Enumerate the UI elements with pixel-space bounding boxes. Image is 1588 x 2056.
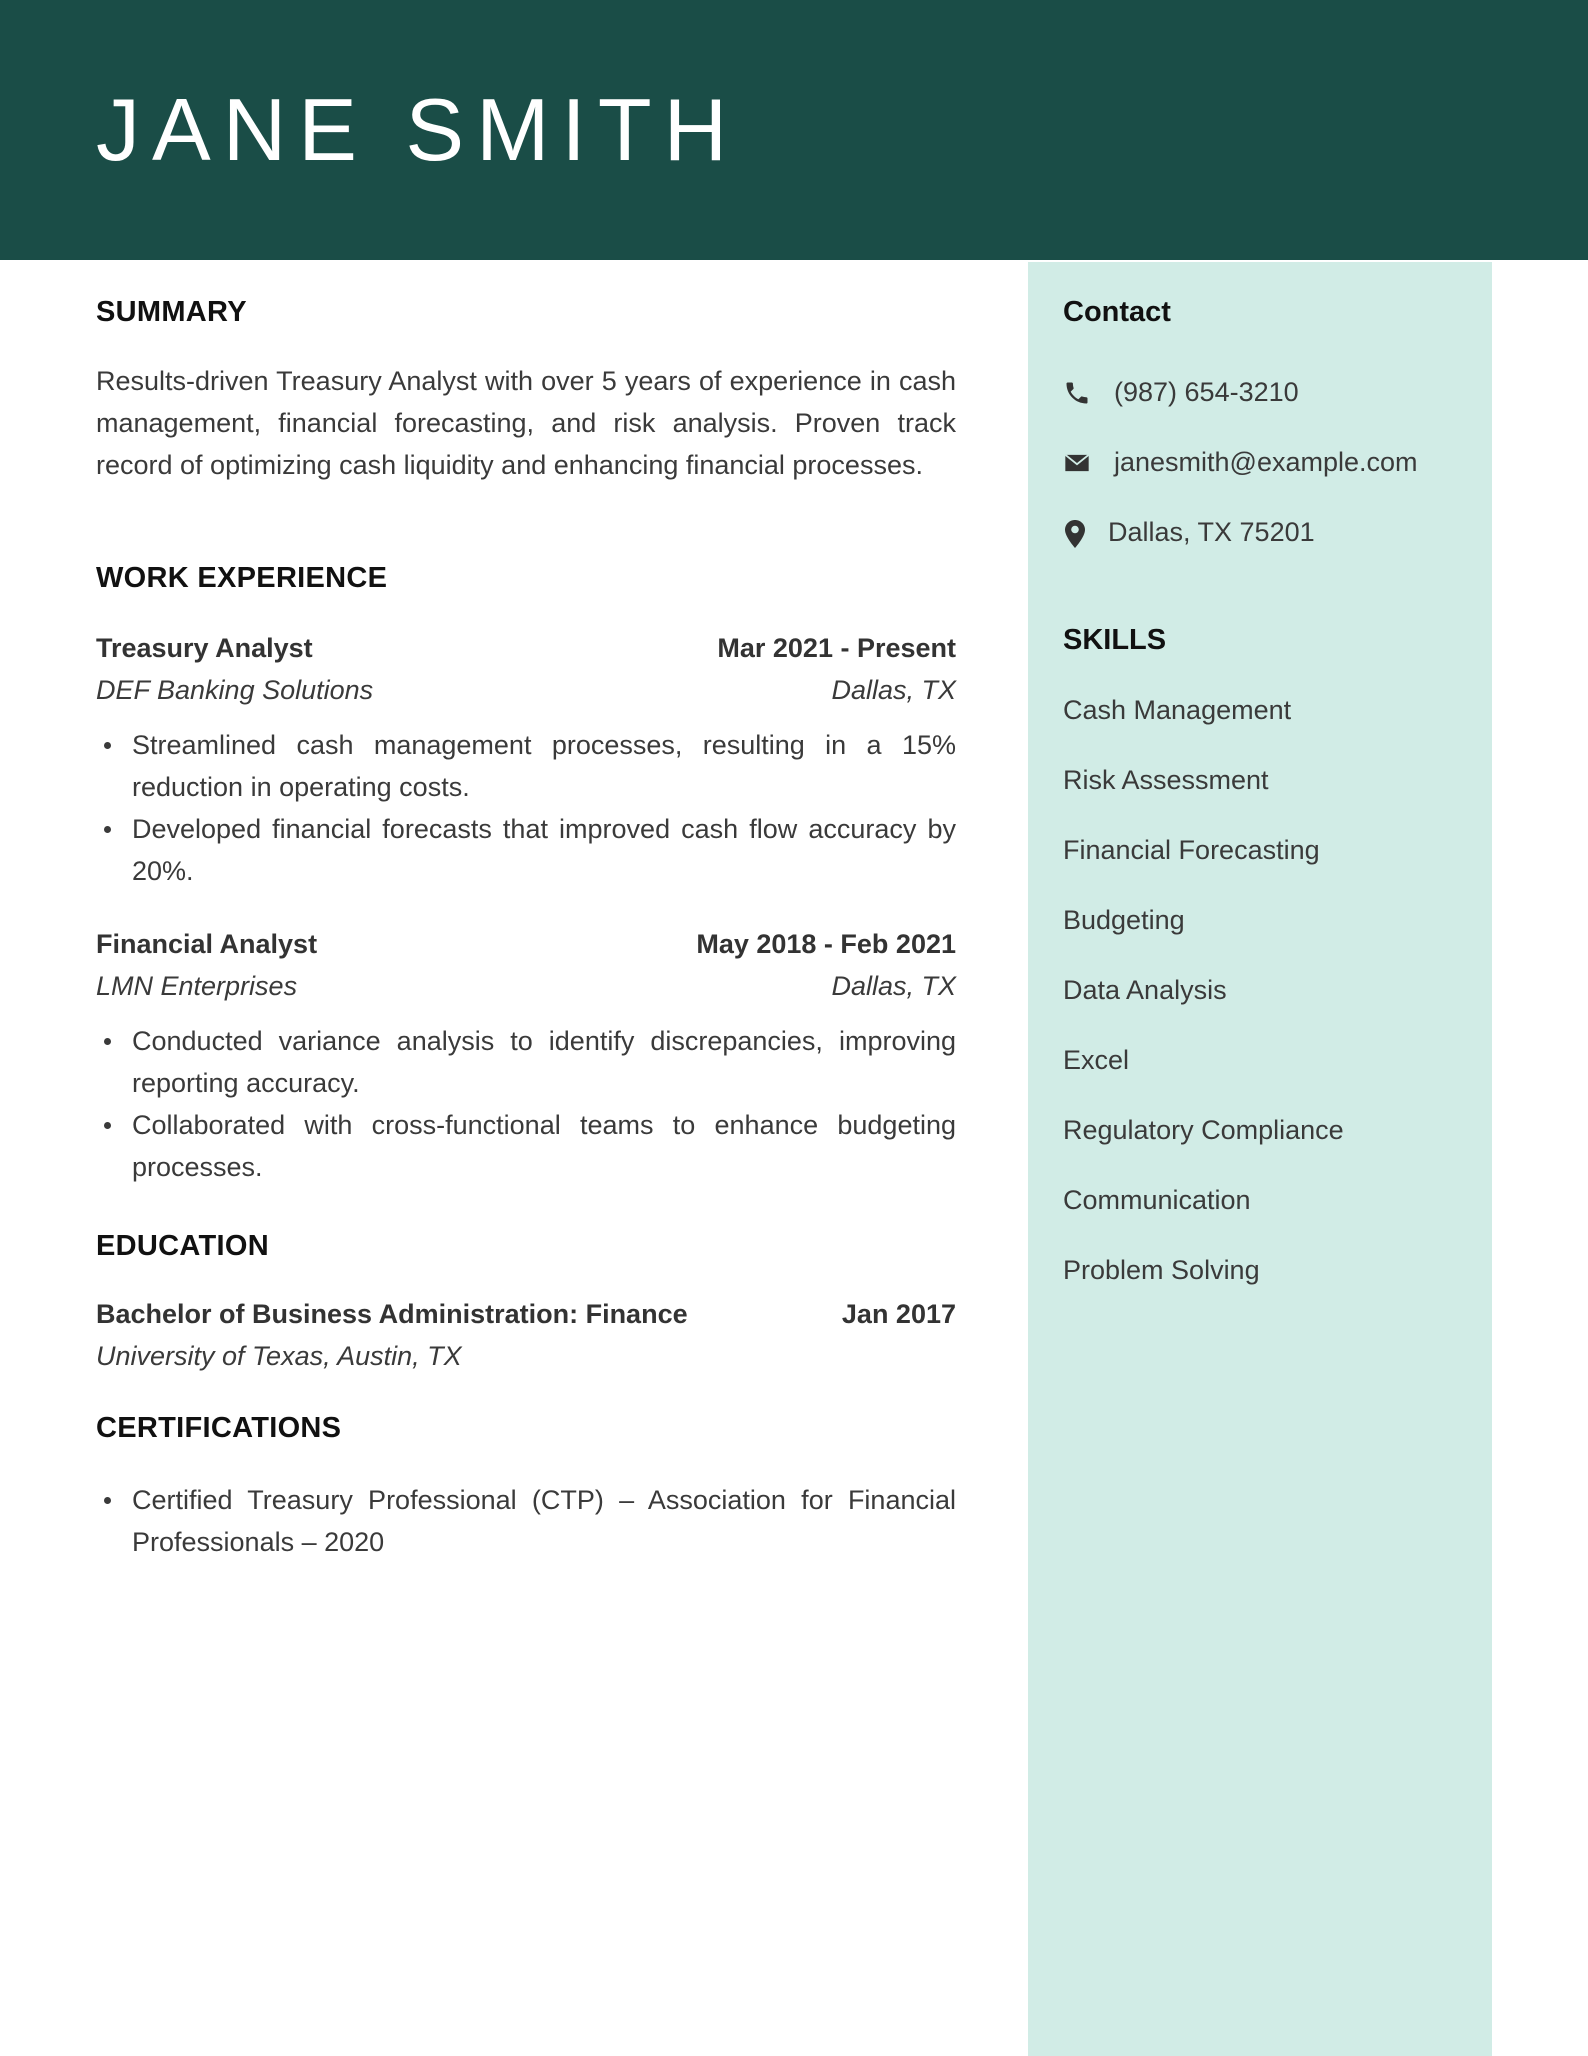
envelope-icon <box>1063 449 1091 477</box>
job-subheader <box>96 674 956 706</box>
contact-phone <box>1063 375 1463 409</box>
skill-item: Data Analysis <box>1063 975 1227 1005</box>
skill-item: Communication <box>1063 1185 1251 1215</box>
job-bullets <box>96 724 956 892</box>
job-location: Dallas, TX <box>831 971 956 1001</box>
skill-item: Excel <box>1063 1045 1130 1075</box>
job-title: Financial Analyst <box>96 929 318 959</box>
summary-heading: SUMMARY <box>96 296 247 328</box>
certifications-list <box>96 1479 956 1563</box>
summary-text: Results-driven Treasury Analyst with over 5 years of experience in cash management, financial forecasting, and risk analysis. Proven track record of optimizing cash liquidity and enhancing financial processes. <box>96 366 956 480</box>
job-company: LMN Enterprises <box>96 971 298 1001</box>
job-bullets <box>96 1020 956 1188</box>
skill-item: Risk Assessment <box>1063 765 1269 795</box>
job-title: Treasury Analyst <box>96 633 313 663</box>
contact-heading: Contact <box>1063 296 1171 328</box>
candidate-name: JANE SMITH <box>96 80 740 179</box>
education-heading: EDUCATION <box>96 1230 269 1262</box>
job-dates: Mar 2021 - Present <box>717 633 956 663</box>
list-item: Conducted variance analysis to identify discrepancies, improving reporting accuracy. <box>96 1020 956 1104</box>
degree-date: Jan 2017 <box>841 1299 956 1329</box>
job-subheader <box>96 970 956 1002</box>
job-location: Dallas, TX <box>831 675 956 705</box>
job-company: DEF Banking Solutions <box>96 675 374 705</box>
phone-icon <box>1063 379 1091 407</box>
education-subheader <box>96 1340 956 1372</box>
job-dates: May 2018 - Feb 2021 <box>696 929 956 959</box>
skills-heading: SKILLS <box>1063 624 1167 656</box>
email-address: janesmith@example.com <box>1114 447 1418 477</box>
contact-location <box>1063 515 1463 549</box>
skill-item: Budgeting <box>1063 905 1185 935</box>
skill-item: Financial Forecasting <box>1063 835 1320 865</box>
skill-item: Problem Solving <box>1063 1255 1260 1285</box>
list-item: Collaborated with cross-functional teams to enhance budgeting processes. <box>96 1104 956 1188</box>
list-item: Streamlined cash management processes, resulting in a 15% reduction in operating costs. <box>96 724 956 808</box>
header-banner <box>0 0 1588 260</box>
map-pin-icon <box>1063 519 1087 549</box>
education-header <box>96 1298 956 1330</box>
work-experience-heading: WORK EXPERIENCE <box>96 562 388 594</box>
job-header <box>96 632 956 664</box>
certifications-heading: CERTIFICATIONS <box>96 1412 342 1444</box>
phone-number: (987) 654-3210 <box>1114 377 1299 407</box>
degree: Bachelor of Business Administration: Finance <box>96 1299 688 1329</box>
location-text: Dallas, TX 75201 <box>1108 517 1315 547</box>
job-header <box>96 928 956 960</box>
school: University of Texas, Austin, TX <box>96 1341 462 1371</box>
contact-email <box>1063 445 1483 479</box>
skill-item: Regulatory Compliance <box>1063 1115 1344 1145</box>
list-item: Certified Treasury Professional (CTP) – Association for Financial Professionals – 2020 <box>96 1479 956 1563</box>
skill-item: Cash Management <box>1063 695 1292 725</box>
list-item: Developed financial forecasts that improved cash flow accuracy by 20%. <box>96 808 956 892</box>
